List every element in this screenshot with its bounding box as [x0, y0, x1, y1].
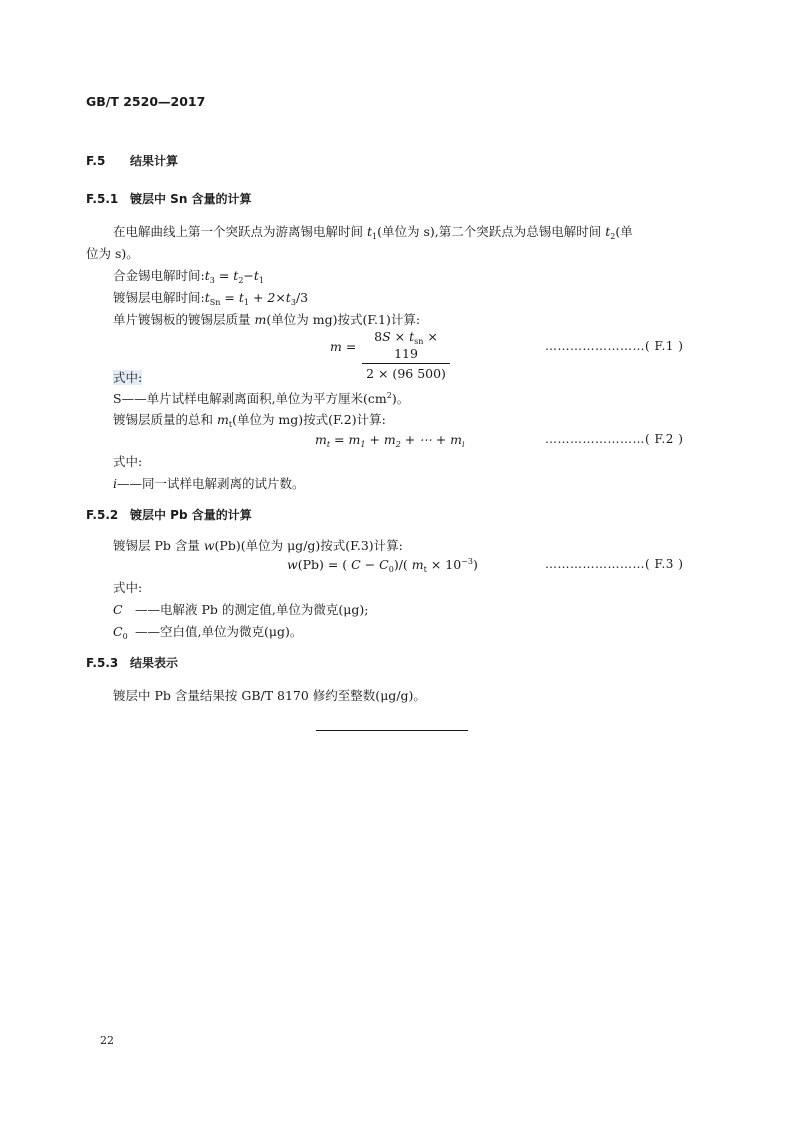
section-number: F.5.3: [86, 656, 119, 670]
subscript: Sn: [209, 298, 221, 307]
subscript: 2: [238, 276, 244, 285]
symbol: w: [203, 538, 215, 553]
section-f51-heading: [86, 190, 252, 207]
section-title: 结果计算: [130, 154, 179, 168]
symbol: = t: [218, 268, 239, 283]
equation-f2-number: ……………………( F.2 ): [545, 432, 684, 446]
symbol: t: [605, 224, 611, 239]
equation-f1-lhs: m =: [330, 339, 357, 354]
symbol: t: [367, 224, 373, 239]
document-code: GB/T 2520—2017: [86, 94, 206, 109]
alloy-time-line: [113, 266, 264, 285]
text: 单片镀锡板的镀锡层质量: [113, 312, 251, 327]
text: 镀锡层质量的总和: [113, 412, 214, 427]
fraction-numerator: $8S \times t_{sn} \times 119$: [374, 329, 438, 361]
fraction-bar: [362, 363, 450, 364]
text: 在电解曲线上第一个突跃点为游离锡电解时间: [113, 224, 364, 239]
where-label: 式中:: [113, 370, 143, 385]
symbol: m: [254, 312, 267, 327]
superscript: 2: [386, 391, 392, 400]
text: ——同一试样电解剥离的试片数。: [117, 476, 305, 491]
page-number: 22: [100, 1034, 114, 1047]
text: /3: [295, 290, 309, 305]
text: (Pb)(单位为 μg/g)按式(F.3)计算:: [214, 538, 403, 553]
symbol: C: [113, 624, 123, 639]
subscript: 3: [290, 298, 296, 307]
section-title: 镀层中 Sn 含量的计算: [130, 192, 252, 206]
symbol: m: [217, 412, 229, 427]
text: (单位为 s),第二个突跃点为总锡电解时间: [377, 224, 602, 239]
text: (单位为 mg)按式(F.2)计算:: [232, 412, 386, 427]
symbol: t: [204, 290, 210, 305]
total-mass-intro: [113, 410, 386, 429]
symbol: C: [113, 602, 123, 617]
subscript: 3: [209, 276, 215, 285]
section-number: F.5: [86, 154, 106, 168]
paragraph-line: [113, 222, 633, 241]
subscript: 0: [122, 632, 128, 641]
where-label: 式中:: [113, 454, 143, 469]
subscript: 2: [610, 232, 616, 241]
c0-definition: [113, 622, 302, 641]
s-definition: [113, 389, 409, 407]
subscript: t: [228, 420, 233, 429]
section-number: F.5.2: [86, 508, 119, 522]
text: )。: [391, 391, 410, 406]
subscript: 1: [372, 232, 378, 241]
equation-f2: $m_t = m_1 + m_2$ + ⋯ + $m_i$: [315, 432, 465, 449]
text: (单位为 mg)按式(F.1)计算:: [266, 312, 421, 327]
equation-f1-fraction: [362, 329, 450, 381]
i-definition: [113, 474, 305, 492]
text: 合金锡电解时间:: [113, 268, 205, 283]
fraction-denominator: 2 × (96 500): [366, 366, 446, 381]
equation-f3: w(Pb) = ( $C - C_0)/$( $m_t \times 10^{-3}$): [287, 557, 478, 574]
text: 镀锡层电解时间:: [113, 290, 205, 305]
symbol: t: [204, 268, 210, 283]
text: ——空白值,单位为微克(μg)。: [135, 624, 303, 639]
result-statement: 镀层中 Pb 含量结果按 GB/T 8170 修约至整数(μg/g)。: [113, 688, 426, 703]
section-f52-heading: [86, 506, 252, 523]
text: ——电解液 Pb 的测定值,单位为微克(μg);: [135, 602, 369, 617]
text: (单: [615, 224, 633, 239]
section-f53-heading: [86, 654, 178, 671]
end-rule: [316, 730, 468, 731]
subscript: 1: [258, 276, 264, 285]
symbol: + 2×t: [252, 290, 291, 305]
symbol: = t: [224, 290, 244, 305]
where-label: 式中:: [113, 580, 143, 595]
subscript: 1: [243, 298, 249, 307]
section-title: 结果表示: [130, 656, 179, 670]
symbol: i: [113, 476, 117, 491]
section-number: F.5.1: [86, 192, 119, 206]
pb-intro-line: [113, 536, 403, 554]
text: S——单片试样电解剥离面积,单位为平方厘米(cm: [113, 391, 387, 406]
paragraph-line: 位为 s)。: [86, 246, 139, 261]
c-definition: [113, 600, 368, 618]
section-f5-heading: [86, 152, 178, 169]
mass-intro-line: [113, 310, 420, 328]
coating-time-line: [113, 288, 308, 307]
section-title: 镀层中 Pb 含量的计算: [130, 508, 252, 522]
text: 镀锡层 Pb 含量: [113, 538, 200, 553]
symbol: −t: [243, 268, 259, 283]
equation-f3-number: ……………………( F.3 ): [545, 557, 684, 571]
equation-f1-number: ……………………( F.1 ): [545, 339, 684, 353]
